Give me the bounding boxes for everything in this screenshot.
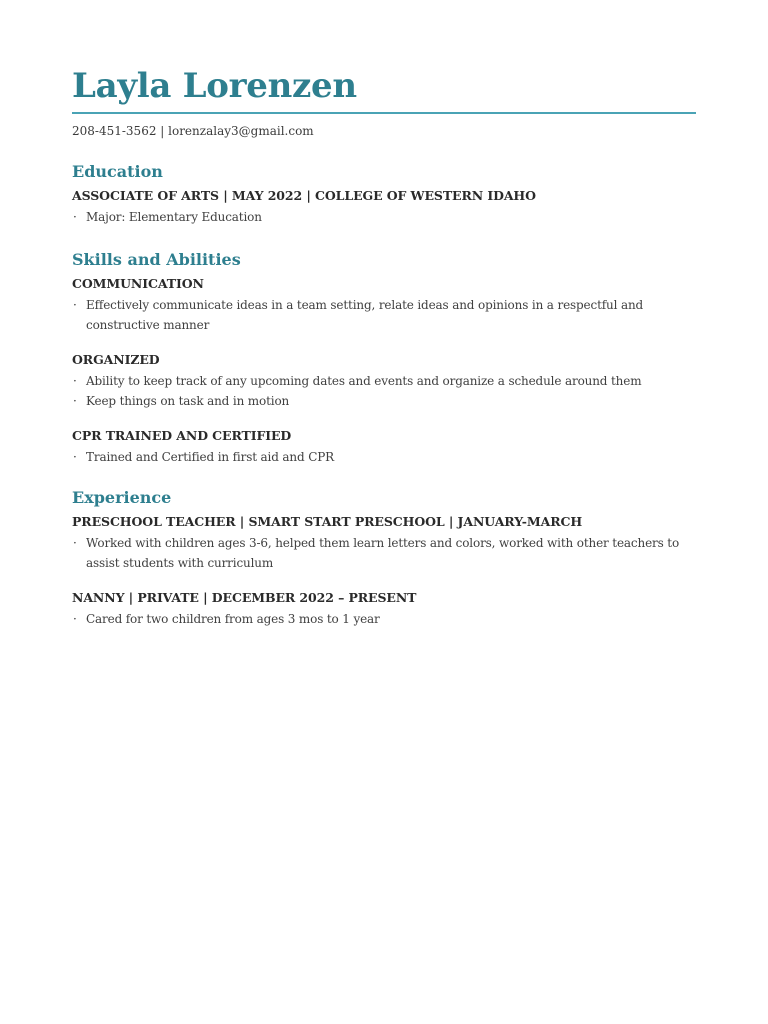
bullet-icon: · bbox=[73, 210, 77, 224]
skill-heading-cpr: CPR TRAINED AND CERTIFIED bbox=[72, 428, 292, 443]
list-item bbox=[72, 447, 696, 467]
bullet-text: Trained and Certified in first aid and CPR bbox=[86, 450, 335, 464]
education-bullets bbox=[72, 207, 696, 227]
bullet-icon: · bbox=[73, 536, 77, 550]
bullet-icon: · bbox=[73, 612, 77, 626]
list-item bbox=[72, 609, 696, 629]
list-item bbox=[72, 533, 696, 573]
bullet-text: Cared for two children from ages 3 mos to 1 year bbox=[86, 612, 380, 626]
bullet-text: Keep things on task and in motion bbox=[86, 394, 290, 408]
bullet-icon: · bbox=[73, 450, 77, 464]
section-title-skills: Skills and Abilities bbox=[72, 250, 241, 269]
job-bullets-preschool bbox=[72, 533, 696, 573]
bullet-icon: · bbox=[73, 374, 77, 388]
header-divider bbox=[72, 112, 696, 114]
skill-bullets-communication bbox=[72, 295, 696, 335]
bullet-text: Worked with children ages 3-6, helped them learn letters and colors, worked with other teachers to assist students with curriculum bbox=[86, 536, 680, 570]
job-heading-nanny: NANNY | PRIVATE | DECEMBER 2022 – PRESENT bbox=[72, 590, 417, 605]
skill-bullets-organized bbox=[72, 371, 696, 411]
list-item bbox=[72, 295, 696, 335]
bullet-text: Major: Elementary Education bbox=[86, 210, 262, 224]
contact-info: 208-451-3562 | lorenzalay3@gmail.com bbox=[72, 124, 314, 138]
education-heading: ASSOCIATE OF ARTS | MAY 2022 | COLLEGE OF WESTERN IDAHO bbox=[72, 188, 536, 203]
bullet-icon: · bbox=[73, 394, 77, 408]
skill-bullets-cpr bbox=[72, 447, 696, 467]
bullet-icon: · bbox=[73, 298, 77, 312]
section-title-experience: Experience bbox=[72, 488, 172, 507]
list-item bbox=[72, 391, 696, 411]
list-item bbox=[72, 207, 696, 227]
skill-heading-communication: COMMUNICATION bbox=[72, 276, 204, 291]
section-title-education: Education bbox=[72, 162, 163, 181]
candidate-name: Layla Lorenzen bbox=[72, 66, 357, 106]
job-bullets-nanny bbox=[72, 609, 696, 629]
resume-page bbox=[72, 62, 696, 629]
list-item bbox=[72, 371, 696, 391]
bullet-text: Effectively communicate ideas in a team setting, relate ideas and opinions in a respectful and constructive manner bbox=[86, 298, 644, 332]
job-heading-preschool: PRESCHOOL TEACHER | SMART START PRESCHOOL | JANUARY-MARCH bbox=[72, 514, 583, 529]
skill-heading-organized: ORGANIZED bbox=[72, 352, 160, 367]
bullet-text: Ability to keep track of any upcoming dates and events and organize a schedule around them bbox=[86, 374, 642, 388]
